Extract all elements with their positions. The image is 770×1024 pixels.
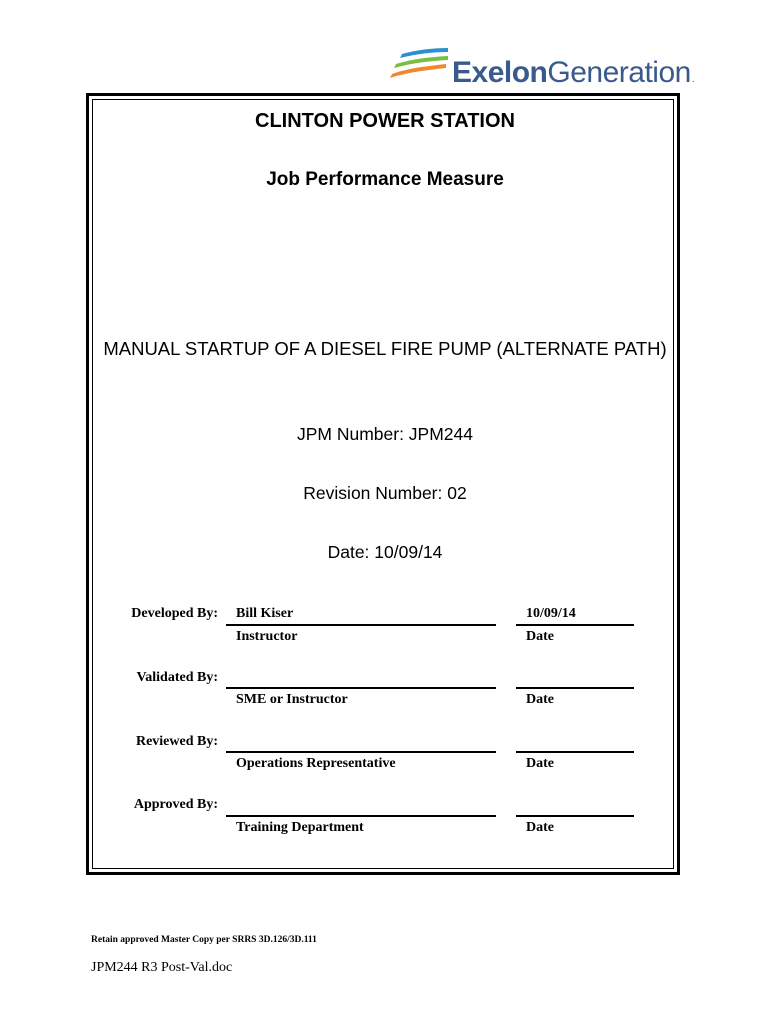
signoff-role: SME or Instructor bbox=[236, 692, 348, 707]
signoff-role: Training Department bbox=[236, 820, 364, 835]
jpm-number: JPM Number: JPM244 bbox=[296, 424, 474, 444]
document-type: Job Performance Measure bbox=[266, 169, 504, 190]
signoff-date-value: 10/09/14 bbox=[526, 606, 576, 621]
signoff-date-label: Date bbox=[526, 692, 554, 707]
signoff-date-label: Date bbox=[526, 820, 554, 835]
exelon-swoosh-icon bbox=[388, 44, 450, 84]
signature-line bbox=[226, 687, 496, 689]
retain-note: Retain approved Master Copy per SRRS 3D.126/3D.111 bbox=[91, 935, 317, 945]
signature-line bbox=[226, 815, 496, 817]
date-line bbox=[516, 815, 634, 817]
signature-line bbox=[226, 751, 496, 753]
logo-sub: Generation bbox=[547, 56, 691, 89]
file-name: JPM244 R3 Post-Val.doc bbox=[91, 960, 233, 975]
logo-brand: Exelon bbox=[452, 56, 548, 89]
date-line bbox=[516, 751, 634, 753]
document-date: Date: 10/09/14 bbox=[327, 542, 443, 562]
logo-mark: . bbox=[691, 74, 695, 85]
task-title: MANUAL STARTUP OF A DIESEL FIRE PUMP (ALTERNATE PATH) bbox=[103, 338, 667, 359]
signoff-label: Validated By: bbox=[136, 670, 218, 685]
signoff-name: Bill Kiser bbox=[236, 606, 294, 621]
signoff-role: Operations Representative bbox=[236, 756, 396, 771]
revision-number: Revision Number: 02 bbox=[303, 483, 467, 503]
date-line bbox=[516, 624, 634, 626]
signature-line bbox=[226, 624, 496, 626]
signoff-label: Approved By: bbox=[133, 797, 218, 812]
exelon-logo bbox=[388, 44, 695, 94]
signoff-date-label: Date bbox=[526, 629, 554, 644]
signoff-date-label: Date bbox=[526, 756, 554, 771]
signoff-role: Instructor bbox=[236, 629, 298, 644]
date-line bbox=[516, 687, 634, 689]
signoff-label: Reviewed By: bbox=[135, 734, 218, 749]
signoff-label: Developed By: bbox=[131, 606, 218, 621]
station-title: CLINTON POWER STATION bbox=[255, 110, 515, 132]
